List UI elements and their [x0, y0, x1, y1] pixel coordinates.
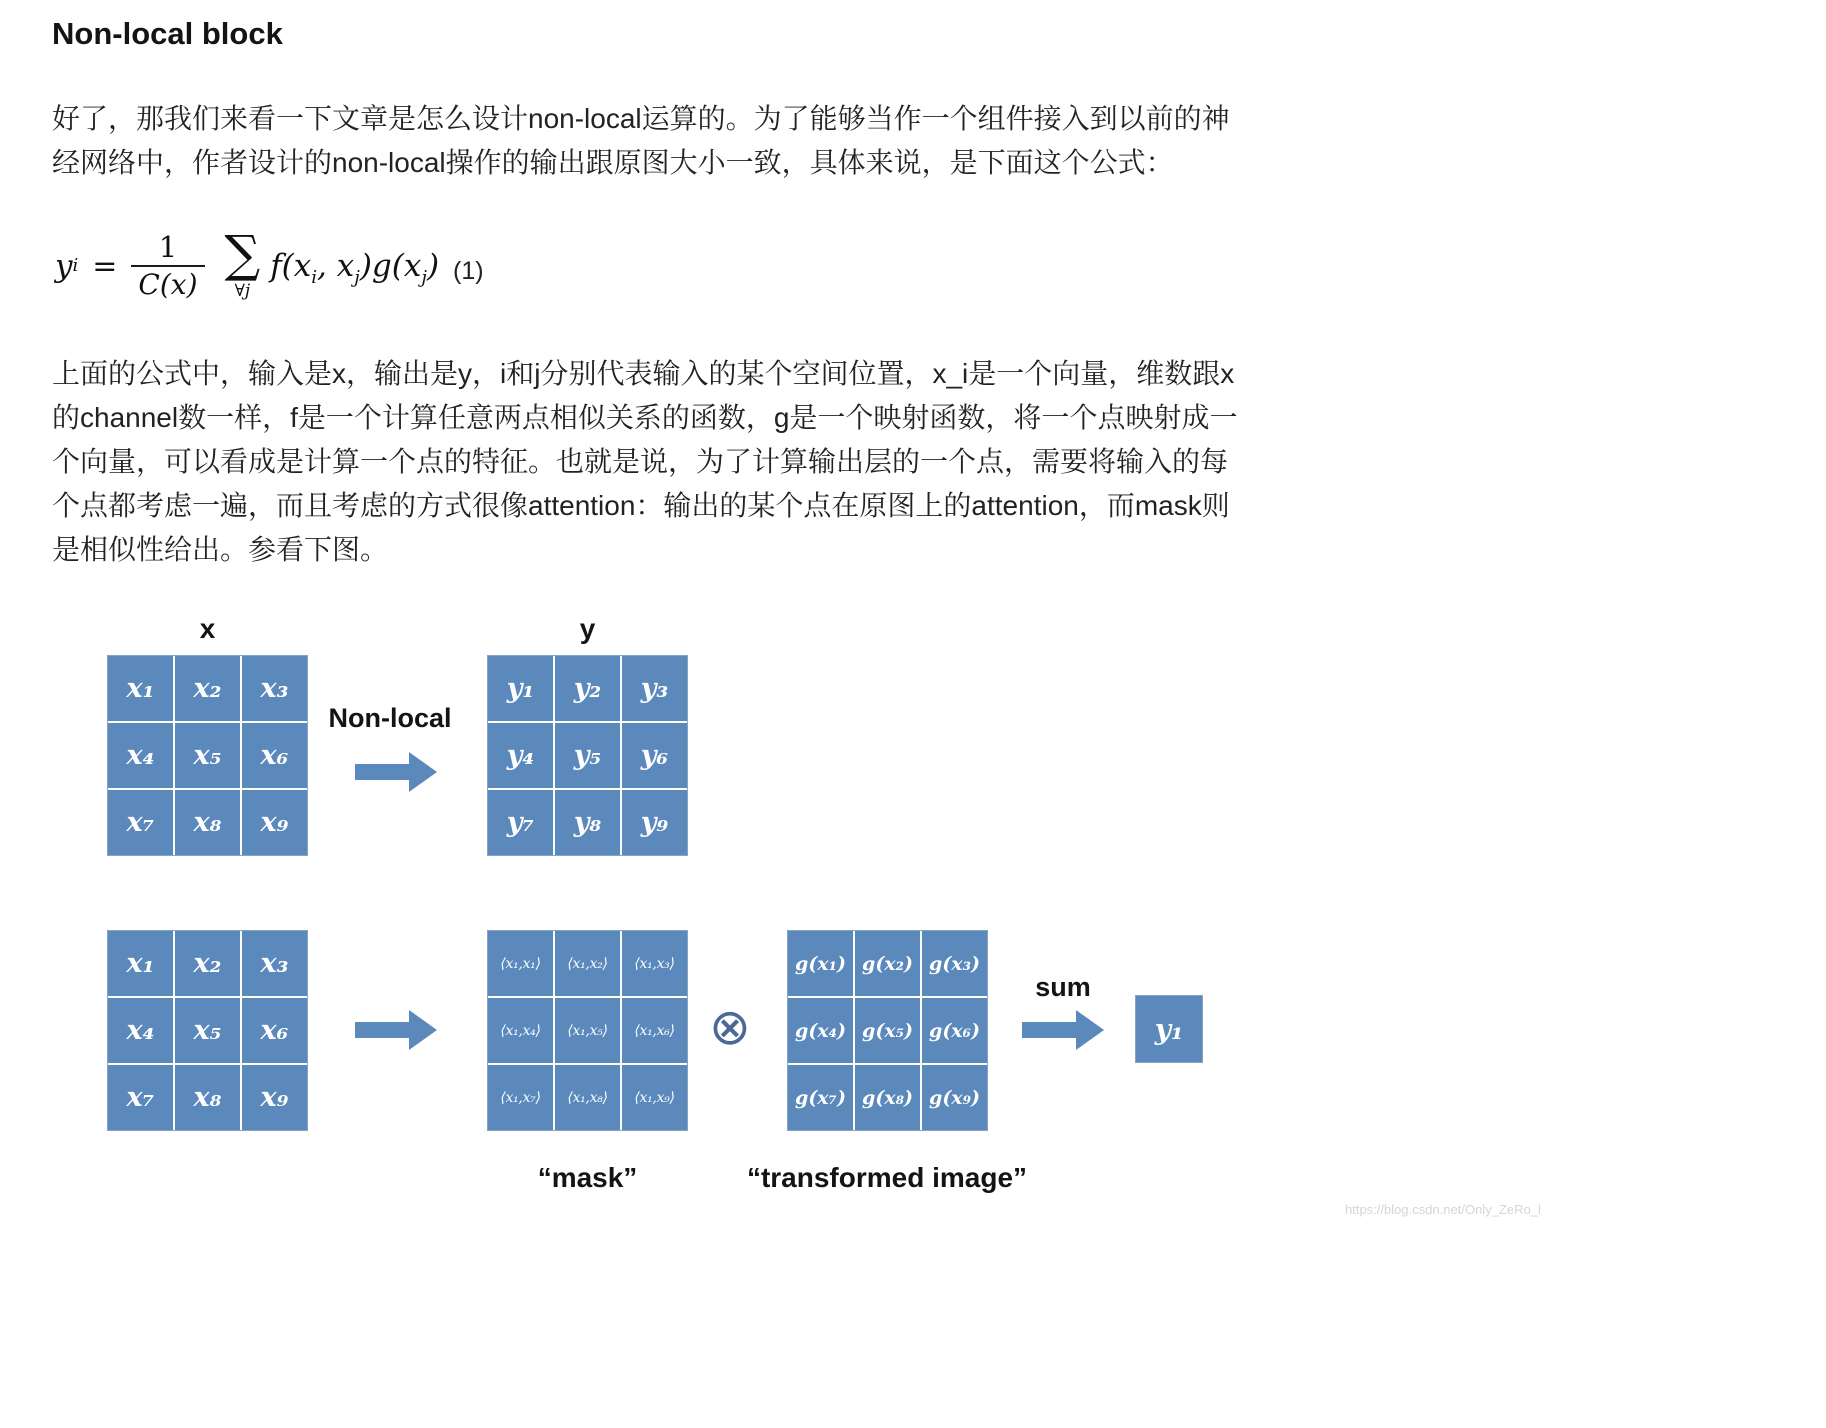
circled-times-icon: ⊗ [709, 998, 751, 1056]
grid-cell: ⟨x₁,x₇⟩ [488, 1065, 553, 1130]
result-cell-y1: y₁ [1135, 995, 1203, 1063]
formula-body [270, 248, 440, 289]
sigma-symbol: ∑ [224, 224, 261, 283]
grid-cell: y₃ [622, 656, 687, 721]
transformed-grid [787, 930, 988, 1131]
grid-cell: y₉ [622, 790, 687, 855]
page-title: Non-local block [52, 16, 283, 51]
grid-cell: y₅ [555, 723, 620, 788]
subscript-i: i [311, 267, 318, 289]
grid-cell: x₉ [242, 1065, 307, 1130]
formula-close-paren: ) [426, 248, 440, 284]
grid-cell: x₄ [108, 723, 173, 788]
grid-cell: g(x₃) [922, 931, 987, 996]
formula-comma-term: , x [317, 248, 355, 284]
grid-cell: x₄ [108, 998, 173, 1063]
label-y: y [579, 613, 596, 644]
grid-cell: y₄ [488, 723, 553, 788]
arrow-right-icon [1022, 1010, 1104, 1050]
arrow-right-icon [355, 752, 437, 792]
grid-cell: ⟨x₁,x₈⟩ [555, 1065, 620, 1130]
grid-cell: g(x₇) [788, 1065, 853, 1130]
grid-cell: y₈ [555, 790, 620, 855]
grid-cell: g(x₆) [922, 998, 987, 1063]
formula-lhs: y [55, 248, 73, 284]
grid-cell: x₇ [108, 1065, 173, 1130]
formula-fraction [131, 231, 204, 300]
grid-cell: ⟨x₁,x₂⟩ [555, 931, 620, 996]
output-grid-y [487, 655, 688, 856]
grid-cell: x₇ [108, 790, 173, 855]
equation-number: (1) [453, 256, 484, 285]
grid-cell: ⟨x₁,x₅⟩ [555, 998, 620, 1063]
grid-cell: ⟨x₁,x₆⟩ [622, 998, 687, 1063]
grid-cell: x₉ [242, 790, 307, 855]
input-grid-x-2 [107, 930, 308, 1131]
formula-f-term: f(x [270, 248, 312, 284]
grid-cell: ⟨x₁,x₁⟩ [488, 931, 553, 996]
grid-cell: x₃ [242, 931, 307, 996]
grid-cell: x₅ [175, 998, 240, 1063]
explanation-paragraph: 上面的公式中，输入是x，输出是y，i和j分别代表输入的某个空间位置，x_i是一个向量，维数跟x的channel数一样，f是一个计算任意两点相似关系的函数，g是一个映射函数，将一个点映射成一个向量，可以看成是计算一个点的特征。也就是说，为了计算输出层的一个点，需要将输入的每个点都考虑一遍，而且考虑的方式很像attention：输出的某个点在原图上的attention，而mask则是相似性给出。参看下图。 [52, 358, 1238, 565]
grid-cell: x₆ [242, 723, 307, 788]
mask-caption: “mask” [537, 1162, 638, 1193]
non-local-label: Non-local [328, 703, 452, 733]
fraction-numerator: 1 [158, 230, 178, 265]
summation [224, 224, 261, 302]
grid-cell: ⟨x₁,x₉⟩ [622, 1065, 687, 1130]
denominator-arg: (x) [159, 267, 198, 301]
grid-cell: g(x₁) [788, 931, 853, 996]
grid-cell: ⟨x₁,x₄⟩ [488, 998, 553, 1063]
input-grid-x [107, 655, 308, 856]
mask-grid [487, 930, 688, 1131]
equation-1: y i = $\frac{1}{C(x)}$ ∑ ∀j $f(x_i$, $x_j)g(x_j)$ (1) [55, 224, 484, 302]
grid-cell: g(x₉) [922, 1065, 987, 1130]
fraction-denominator [131, 265, 204, 301]
grid-cell: y₇ [488, 790, 553, 855]
grid-cell: x₃ [242, 656, 307, 721]
label-x: x [199, 613, 216, 644]
grid-cell: x₁ [108, 931, 173, 996]
subscript-j: j [354, 267, 360, 289]
grid-cell: x₂ [175, 931, 240, 996]
transformed-image-caption: “transformed image” [746, 1162, 1028, 1193]
formula-g-term: )g(x [359, 248, 422, 284]
denominator-c: C [138, 267, 160, 301]
grid-cell: g(x₈) [855, 1065, 920, 1130]
watermark: https://blog.csdn.net/Only_ZeRo_l [1345, 1202, 1541, 1217]
sum-label: sum [1035, 972, 1091, 1002]
sigma-subscript: ∀j [234, 281, 251, 302]
grid-cell: g(x₄) [788, 998, 853, 1063]
grid-cell: g(x₅) [855, 998, 920, 1063]
grid-cell: x₈ [175, 790, 240, 855]
arrow-right-icon [355, 1010, 437, 1050]
grid-cell: g(x₂) [855, 931, 920, 996]
grid-cell: x₅ [175, 723, 240, 788]
grid-cell: y₁ [488, 656, 553, 721]
subscript-j2: j [421, 267, 427, 289]
grid-cell: x₂ [175, 656, 240, 721]
grid-cell: x₆ [242, 998, 307, 1063]
grid-cell: y₂ [555, 656, 620, 721]
intro-paragraph: 好了，那我们来看一下文章是怎么设计non-local运算的。为了能够当作一个组件接入到以前的神经网络中，作者设计的non-local操作的输出跟原图大小一致，具体来说，是下面这个公式： [52, 103, 1230, 178]
grid-cell: ⟨x₁,x₃⟩ [622, 931, 687, 996]
equals-sign: = [92, 248, 118, 284]
grid-cell: y₆ [622, 723, 687, 788]
grid-cell: x₁ [108, 656, 173, 721]
grid-cell: x₈ [175, 1065, 240, 1130]
